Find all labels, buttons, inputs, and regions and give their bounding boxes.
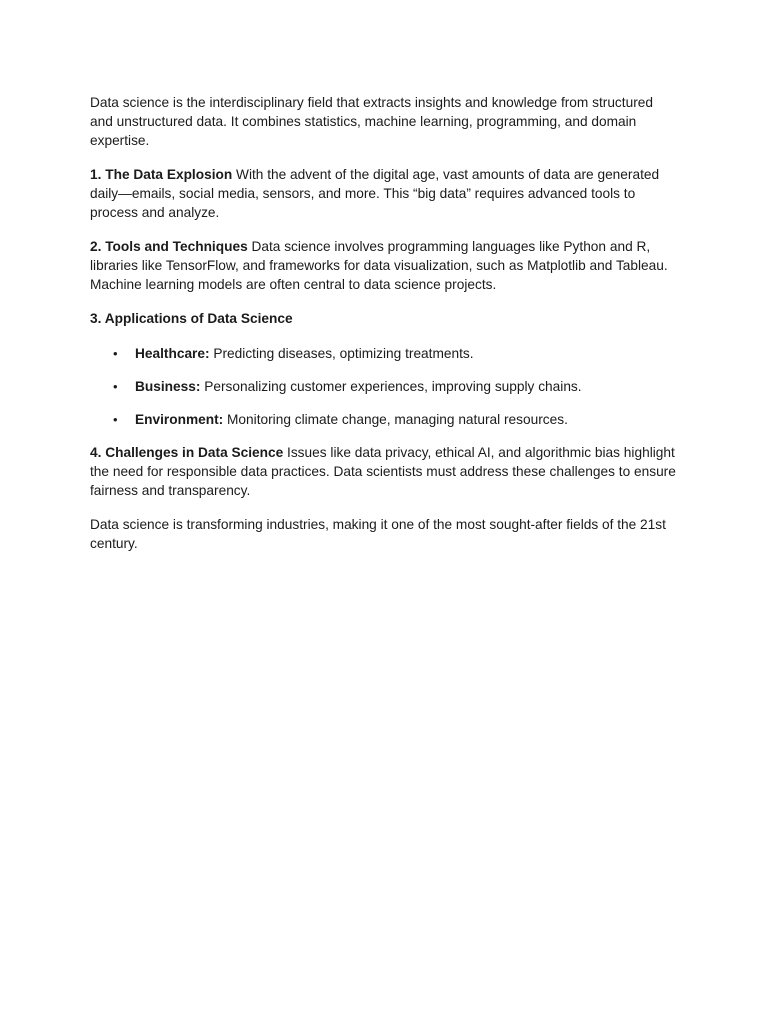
bullet-environment-text: Monitoring climate change, managing natural resources. bbox=[223, 412, 568, 427]
bullet-environment-body bbox=[135, 410, 678, 429]
bullet-item-environment bbox=[90, 410, 678, 429]
bullet-environment-lead: Environment: bbox=[135, 412, 224, 427]
bullet-icon: • bbox=[113, 379, 118, 394]
section-1-lead: 1. The Data Explosion bbox=[90, 167, 233, 182]
section-1-paragraph bbox=[90, 165, 678, 222]
section-4-paragraph bbox=[90, 443, 678, 500]
section-1-text: With the advent of the digital age, vast amounts of data are generated daily—emails, social media, sensors, and more. This “big data” requires advanced tools to process and analyze. bbox=[90, 167, 660, 220]
bullet-business-body bbox=[135, 377, 678, 396]
bullet-item-business bbox=[90, 377, 678, 396]
bullet-healthcare-lead: Healthcare: bbox=[135, 346, 210, 361]
bullet-item-healthcare bbox=[90, 344, 678, 363]
closing-paragraph bbox=[90, 515, 678, 553]
section-2-lead: 2. Tools and Techniques bbox=[90, 239, 248, 254]
applications-bullet-list bbox=[90, 344, 678, 429]
bullet-business-lead: Business: bbox=[135, 379, 201, 394]
bullet-icon: • bbox=[113, 412, 118, 427]
section-2-paragraph bbox=[90, 237, 678, 294]
section-4-text: Issues like data privacy, ethical AI, and algorithmic bias highlight the need for responsible data practices. Data scientists must address these challenges to ensure fairness and transparency. bbox=[90, 445, 676, 498]
intro-paragraph bbox=[90, 93, 678, 150]
closing-text: Data science is transforming industries, making it one of the most sought-after fields of the 21st century. bbox=[90, 517, 666, 551]
bullet-healthcare-body bbox=[135, 344, 678, 363]
bullet-icon: • bbox=[113, 346, 118, 361]
bullet-healthcare-text: Predicting diseases, optimizing treatments. bbox=[209, 346, 474, 361]
bullet-business-text: Personalizing customer experiences, improving supply chains. bbox=[200, 379, 582, 394]
section-3-heading: 3. Applications of Data Science bbox=[90, 311, 293, 326]
section-4-lead: 4. Challenges in Data Science bbox=[90, 445, 284, 460]
section-2-text: Data science involves programming languages like Python and R, libraries like TensorFlow, and frameworks for data visualization, such as Matplotlib and Tableau. Machine learning models are often central to data science projects. bbox=[90, 239, 668, 292]
intro-text: Data science is the interdisciplinary field that extracts insights and knowledge from structured and unstructured data. It combines statistics, machine learning, programming, and domain expertise. bbox=[90, 95, 653, 148]
